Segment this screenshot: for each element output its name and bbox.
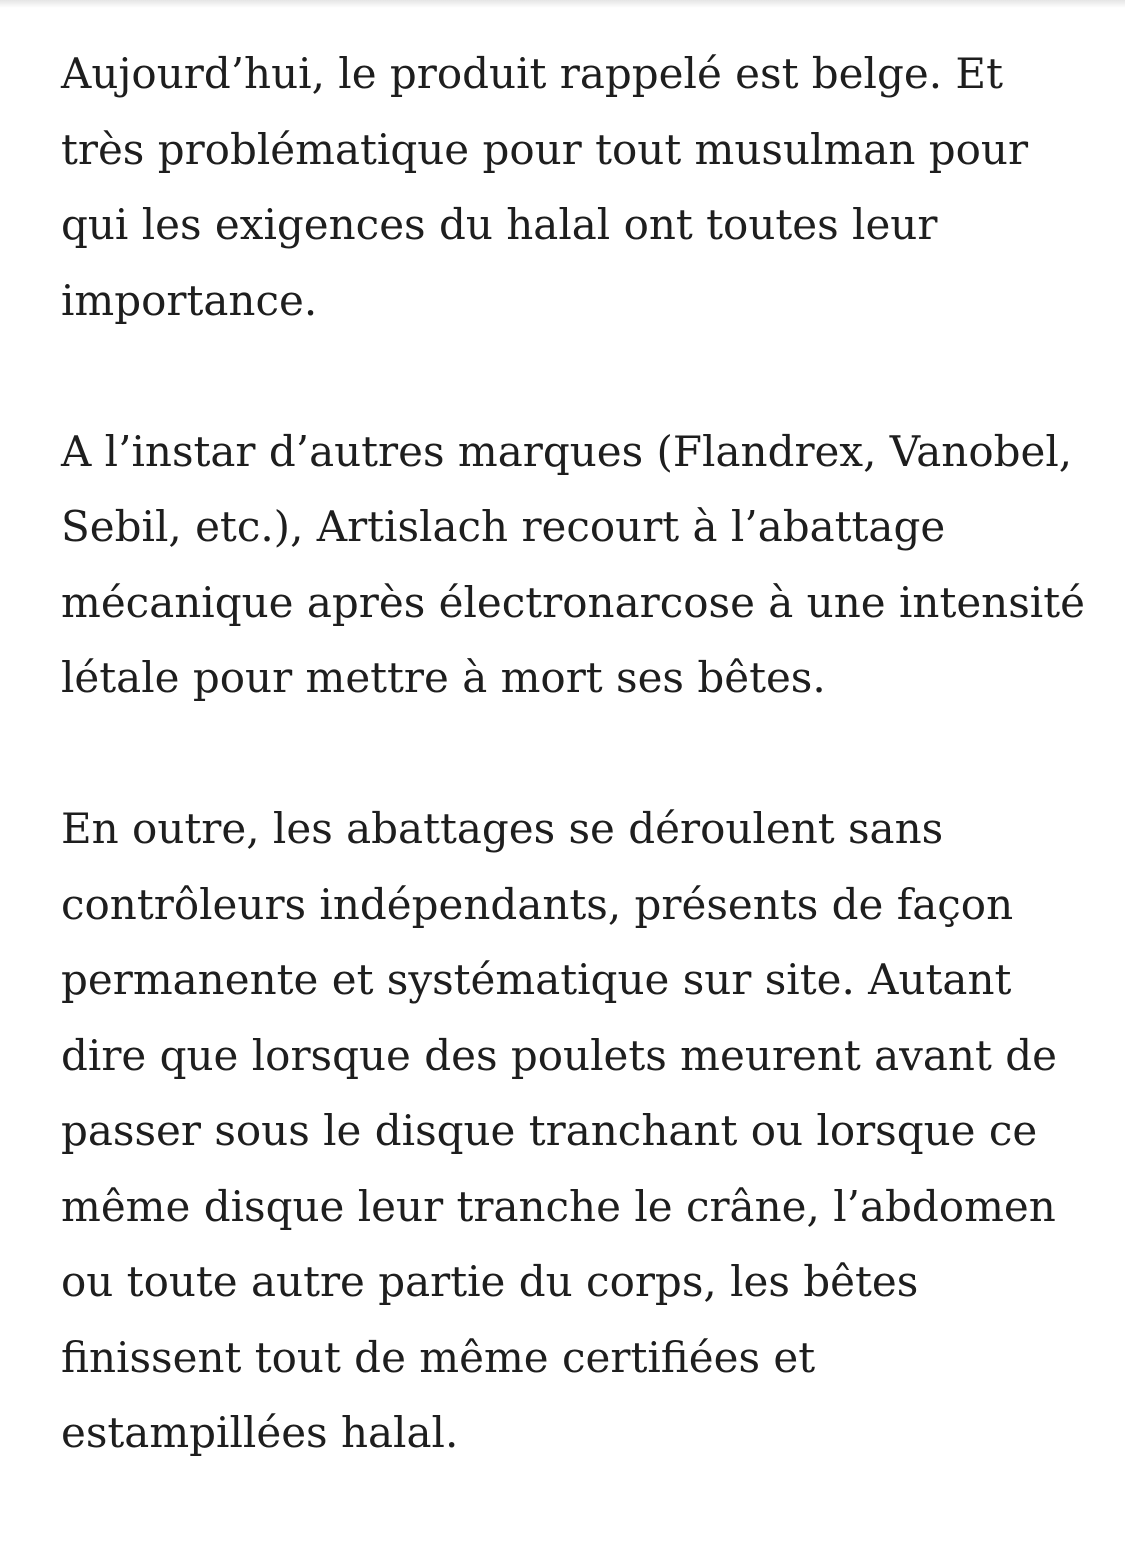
text-line: permanente et systématique sur site. Autant [61,955,1012,1004]
text-line: passer sous le disque tranchant ou lorsque ce [61,1106,1038,1155]
text-line: importance. [61,275,318,325]
text-line: A l’instar d’autres marques (Flandrex, Vanobel, [61,426,1073,476]
article-body [61,36,1085,1546]
paragraph-halal-importance [61,36,1071,338]
text-line: mécanique après électronarcose à une intensité [61,577,1085,627]
text-line: estampillées halal. [61,1408,459,1457]
paragraph-controllers [61,791,1071,1471]
text-line: finissent tout de même certifiées et [61,1332,816,1382]
text-line: contrôleurs indépendants, présents de façon [61,879,1014,929]
text-line: qui les exigences du halal ont toutes leur [61,200,938,249]
paragraph-slaughter-method [61,414,1085,716]
text-line: En outre, les abattages se déroulent sans [61,804,944,853]
text-line: ou toute autre partie du corps, les bêtes [61,1257,919,1306]
text-line: dire que lorsque des poulets meurent avant de [61,1030,1057,1080]
text-line: Sebil, etc.), Artislach recourt à l’abattage [61,502,946,551]
top-edge-shadow [0,0,1125,8]
text-line: même disque leur tranche le crâne, l’abdomen [61,1181,1056,1231]
text-line: létale pour mettre à mort ses bêtes. [61,653,826,702]
text-line: Aujourd’hui, le produit rappelé est belge. Et [61,49,1003,98]
text-line: très problématique pour tout musulman pour [61,124,1029,174]
